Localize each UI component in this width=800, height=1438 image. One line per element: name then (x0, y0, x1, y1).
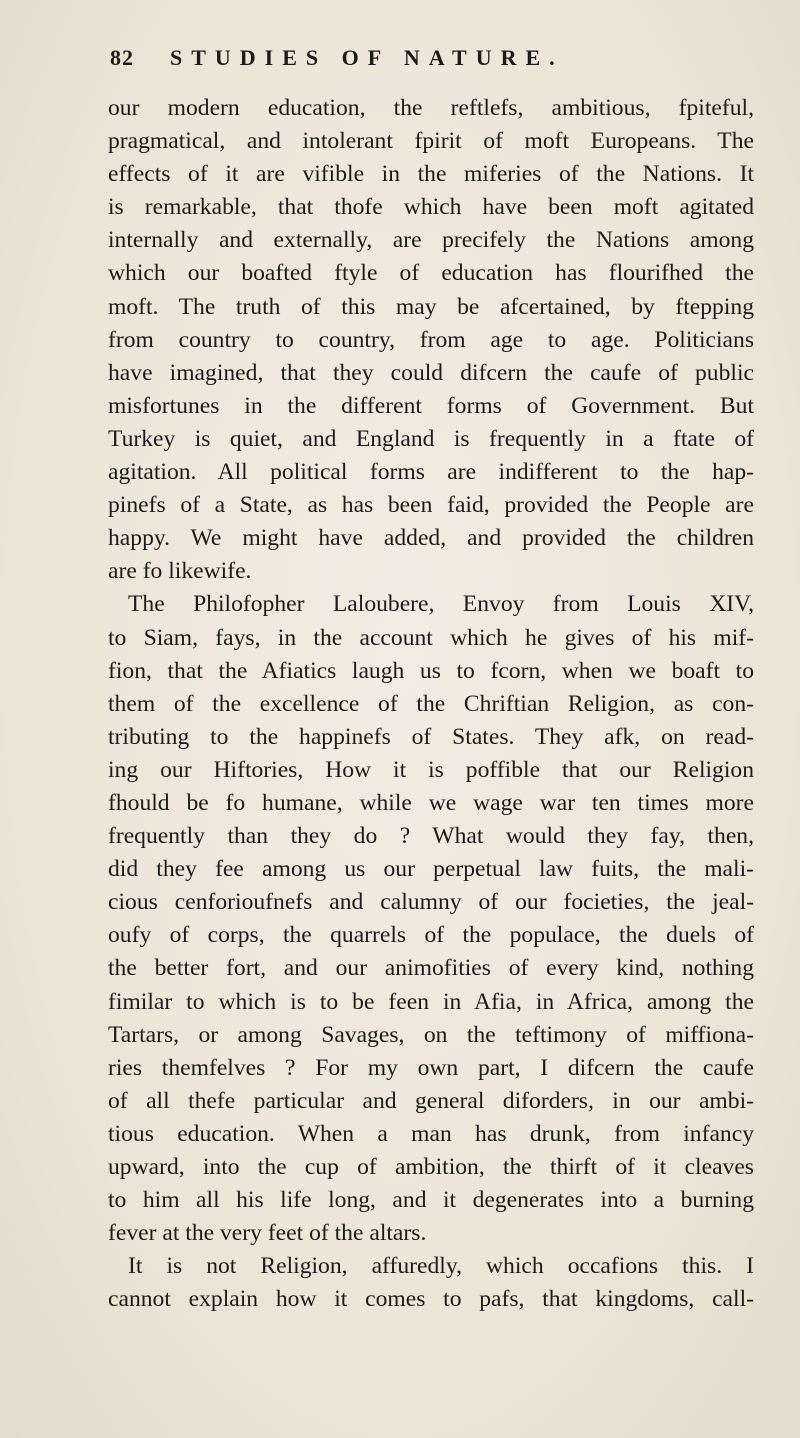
text-line: of all thefe particular and general diforders, in our ambi- (108, 1087, 754, 1114)
text-line: cious cenforioufnefs and calumny of our focieties, the jeal- (108, 889, 754, 916)
text-line: fever at the very feet of the altars. (108, 1220, 427, 1247)
text-line: The Philofopher Laloubere, Envoy from Louis XIV, (128, 591, 754, 618)
text-line: upward, into the cup of ambition, the thirft of it cleaves (108, 1154, 754, 1180)
text-line: misfortunes in the different forms of Government. But (108, 392, 754, 419)
text-line: from country to country, from age to age. Politicians (108, 326, 754, 353)
text-line: internally and externally, are precifely the Nations among (108, 227, 754, 254)
running-head (110, 40, 750, 76)
text-line: them of the excellence of the Chriftian Religion, as con- (108, 690, 754, 717)
text-line: to Siam, fays, in the account which he gives of his mif- (108, 624, 754, 651)
text-line: Turkey is quiet, and England is frequently in a ftate of (108, 425, 754, 452)
text-line: the better fort, and our animofities of every kind, nothing (108, 955, 754, 982)
text-line: ing our Hiftories, How it is poffible that our Religion (108, 756, 754, 783)
text-line: pragmatical, and intolerant fpirit of moft Europeans. The (108, 128, 754, 155)
text-line: fhould be fo humane, while we wage war ten times more (108, 789, 754, 816)
text-line: fimilar to which is to be feen in Afia, in Africa, among the (108, 988, 754, 1015)
text-line: have imagined, that they could difcern the caufe of public (108, 359, 754, 386)
text-line: is remarkable, that thofe which have been moft agitated (108, 194, 754, 221)
text-line: are fo likewife. (108, 558, 252, 585)
text-line: which our boafted ftyle of education has flourifhed the (108, 260, 754, 287)
text-line: frequently than they do ? What would they fay, then, (108, 823, 754, 850)
text-line: tributing to the happinefs of States. They afk, on read- (108, 723, 754, 750)
page-number: 82 (110, 45, 134, 70)
text-line: effects of it are vifible in the miferies of the Nations. It (108, 161, 754, 188)
text-line: Tartars, or among Savages, on the teftimony of miffiona- (108, 1021, 754, 1048)
text-line: It is not Religion, affuredly, which occafions this. I (128, 1253, 754, 1280)
text-line: cannot explain how it comes to pafs, that kingdoms, call- (108, 1286, 754, 1313)
text-line: our modern education, the reftlefs, ambitious, fpiteful, (108, 95, 754, 121)
text-line: to him all his life long, and it degenerates into a burning (108, 1187, 754, 1214)
text-line: oufy of corps, the quarrels of the populace, the duels of (108, 922, 754, 949)
text-line: pinefs of a State, as has been faid, provided the People are (108, 492, 754, 519)
text-line: fion, that the Afiatics laugh us to fcorn, when we boaft to (108, 657, 754, 684)
text-line: agitation. All political forms are indifferent to the hap- (108, 459, 754, 486)
text-line: tious education. When a man has drunk, from infancy (108, 1120, 754, 1147)
text-line: moft. The truth of this may be afcertained, by ftepping (108, 293, 754, 320)
running-title: STUDIES OF NATURE. (170, 45, 564, 70)
body-text (108, 92, 754, 1316)
text-line: happy. We might have added, and provided the children (108, 525, 754, 552)
text-line: ries themfelves ? For my own part, I difcern the caufe (108, 1054, 754, 1081)
text-line: did they fee among us our perpetual law fuits, the mali- (108, 856, 754, 883)
